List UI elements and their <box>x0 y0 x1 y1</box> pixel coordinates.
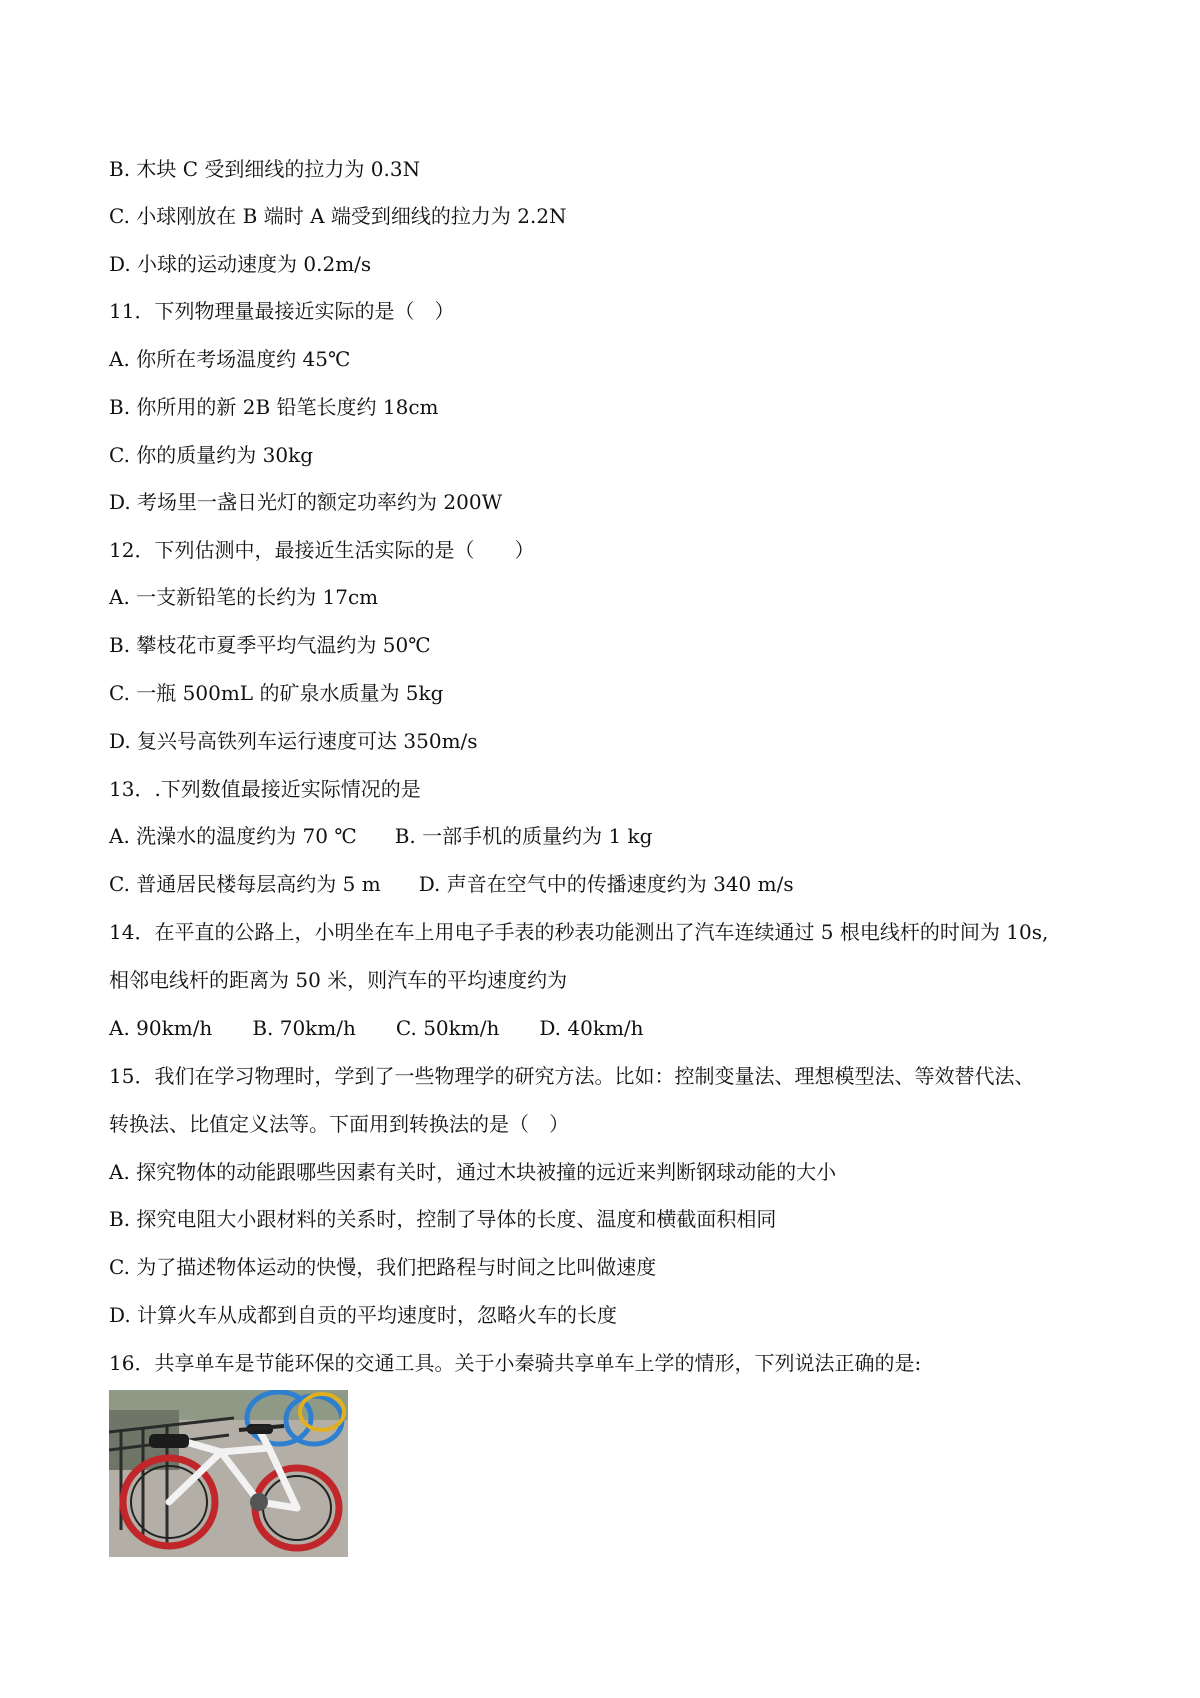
q10-option-b: B. 木块 C 受到细线的拉力为 0.3N <box>109 157 421 181</box>
q11-stem: 11．下列物理量最接近实际的是（ ） <box>109 299 455 323</box>
q12-option-a: A. 一支新铅笔的长约为 17cm <box>109 585 379 609</box>
q12-option-d: D. 复兴号高铁列车运行速度可达 350m/s <box>109 729 478 753</box>
shared-bikes-illustration <box>109 1390 348 1557</box>
q13-option-a: A. 洗澡水的温度约为 70 ℃ <box>109 824 357 848</box>
shared-bikes-photo <box>109 1390 348 1557</box>
q13-option-d: D. 声音在空气中的传播速度约为 340 m/s <box>418 872 794 896</box>
q15-option-d: D. 计算火车从成都到自贡的平均速度时，忽略火车的长度 <box>109 1303 618 1327</box>
q15-option-c: C. 为了描述物体运动的快慢，我们把路程与时间之比叫做速度 <box>109 1255 657 1279</box>
q14-stem-line-2: 相邻电线杆的距离为 50 米，则汽车的平均速度约为 <box>109 968 568 992</box>
q14-option-c: C. 50km/h <box>395 1016 500 1040</box>
q12-option-c: C. 一瓶 500mL 的矿泉水质量为 5kg <box>109 681 444 705</box>
q15-stem-line-1: 15．我们在学习物理时，学到了一些物理学的研究方法。比如：控制变量法、理想模型法、等效替代法、 <box>109 1064 1035 1088</box>
q14-stem-line-1: 14．在平直的公路上，小明坐在车上用电子手表的秒表功能测出了汽车连续通过 5 根电线杆的时间为 10s, <box>109 920 1049 944</box>
q10-option-d: D. 小球的运动速度为 0.2m/s <box>109 252 372 276</box>
q15-option-b: B. 探究电阻大小跟材料的关系时，控制了导体的长度、温度和横截面积相同 <box>109 1207 777 1231</box>
q14-option-d: D. 40km/h <box>539 1016 644 1040</box>
q11-option-d: D. 考场里一盏日光灯的额定功率约为 200W <box>109 490 503 514</box>
q14-option-a: A. 90km/h <box>109 1016 213 1040</box>
q15-option-a: A. 探究物体的动能跟哪些因素有关时，通过木块被撞的远近来判断钢球动能的大小 <box>109 1160 837 1184</box>
q14-options <box>109 1014 1109 1042</box>
q13-options-row-1 <box>109 822 1109 850</box>
q11-option-c: C. 你的质量约为 30kg <box>109 443 314 467</box>
q12-stem: 12．下列估测中，最接近生活实际的是（ ） <box>109 538 535 562</box>
q16-stem: 16．共享单车是节能环保的交通工具。关于小秦骑共享单车上学的情形，下列说法正确的是: <box>109 1351 922 1375</box>
q15-stem-line-2: 转换法、比值定义法等。下面用到转换法的是（ ） <box>109 1112 569 1136</box>
q13-option-c: C. 普通居民楼每层高约为 5 m <box>109 872 381 896</box>
q13-option-b: B. 一部手机的质量约为 1 kg <box>394 824 653 848</box>
q12-option-b: B. 攀枝花市夏季平均气温约为 50℃ <box>109 633 431 657</box>
q13-options-row-2 <box>109 870 1109 898</box>
q13-stem: 13．.下列数值最接近实际情况的是 <box>109 777 421 801</box>
q10-option-c: C. 小球刚放在 B 端时 A 端受到细线的拉力为 2.2N <box>109 204 567 228</box>
q11-option-a: A. 你所在考场温度约 45℃ <box>109 347 351 371</box>
q11-option-b: B. 你所用的新 2B 铅笔长度约 18cm <box>109 395 439 419</box>
q14-option-b: B. 70km/h <box>252 1016 356 1040</box>
